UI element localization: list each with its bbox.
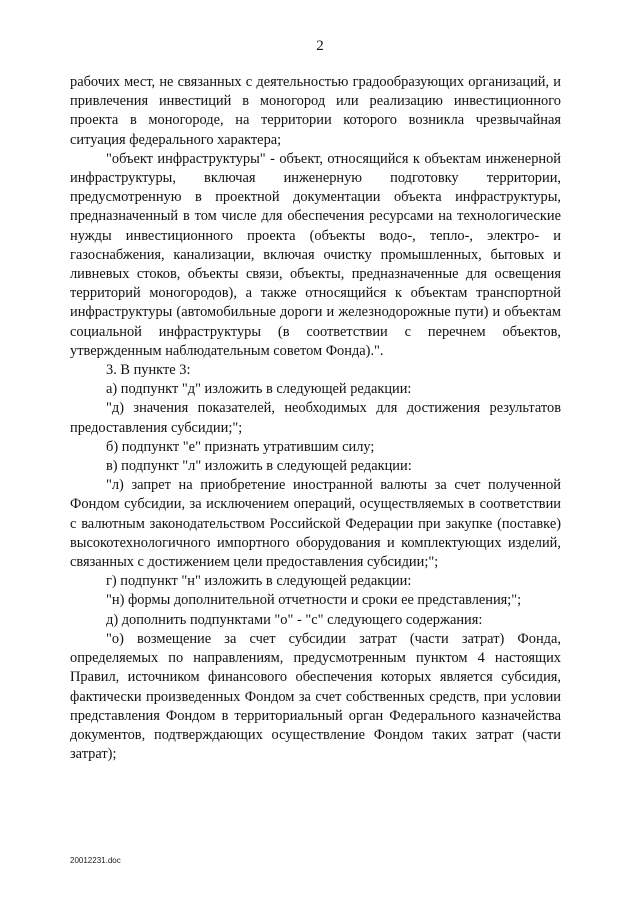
- paragraph-point-3: 3. В пункте 3:: [106, 362, 191, 379]
- paragraph-subpoint-d-text: "д) значения показателей, необходимых для достижения результатов предоставления субсидии;";: [70, 400, 561, 436]
- document-body: [70, 73, 561, 764]
- paragraph-subpoint-g: г) подпункт "н" изложить в следующей редакции:: [106, 573, 412, 590]
- paragraph-infrastructure-object: "объект инфраструктуры" - объект, относящийся к объектам инженерной инфраструктуры, включая инженерную подготовку территории, предусмотренную в проектной документации объекта инфраструктуры, предназначенный в том числе для обеспечения ресурсами на технологические нужды инвестиционного проекта (объекты водо-, тепло-, электро- и газоснабжения, канализации, включая очистку промышленных, бытовых и ливневых стоков, объекты связи, объекты, предназначенные для освещения территорий моногородов), а также относящийся к объектам транспортной инфраструктуры (автомобильные дороги и железнодорожные пути) и объектам социальной инфраструктуры (в соответствии с перечнем объектов, утвержденным наблюдательным советом Фонда).".: [70, 150, 561, 359]
- page-number: 2: [316, 38, 324, 54]
- paragraph-subpoint-o-text: "о) возмещение за счет субсидии затрат (части затрат) Фонда, определяемых по направлениям, предусмотренным пунктом 4 настоящих Правил, источником финансового обеспечения которых является субсидия, фактически произведенных Фондом за счет собственных средств, при условии представления Фондом в территориальный орган Федерального казначейства документов, подтверждающих осуществление Фондом таких затрат (части затрат);: [70, 630, 561, 763]
- paragraph-subpoint-n-text: "н) формы дополнительной отчетности и сроки ее представления;";: [106, 592, 522, 609]
- paragraph-continuation: рабочих мест, не связанных с деятельностью градообразующих организаций, и привлечения инвестиций в моногород или реализацию инвестиционного проекта в моногороде, на территории которого возникла чрезвычайная ситуация федерального характера;: [70, 74, 561, 148]
- paragraph-subpoint-v: в) подпункт "л" изложить в следующей редакции:: [106, 458, 412, 475]
- paragraph-subpoint-d-add: д) дополнить подпунктами "о" - "с" следующего содержания:: [106, 611, 483, 628]
- paragraph-subpoint-a: а) подпункт "д" изложить в следующей редакции:: [106, 381, 412, 398]
- paragraph-subpoint-b: б) подпункт "е" признать утратившим силу;: [106, 438, 375, 455]
- footer-document-code: 20012231.doc: [70, 856, 121, 865]
- paragraph-subpoint-l-text: "л) запрет на приобретение иностранной валюты за счет полученной Фондом субсидии, за исключением операций, осуществляемых в соответствии с валютным законодательством Российской Федерации при закупке (поставке) высокотехнологичного импортного оборудования и комплектующих изделий, связанных с достижением цели предоставления субсидии;";: [70, 477, 561, 571]
